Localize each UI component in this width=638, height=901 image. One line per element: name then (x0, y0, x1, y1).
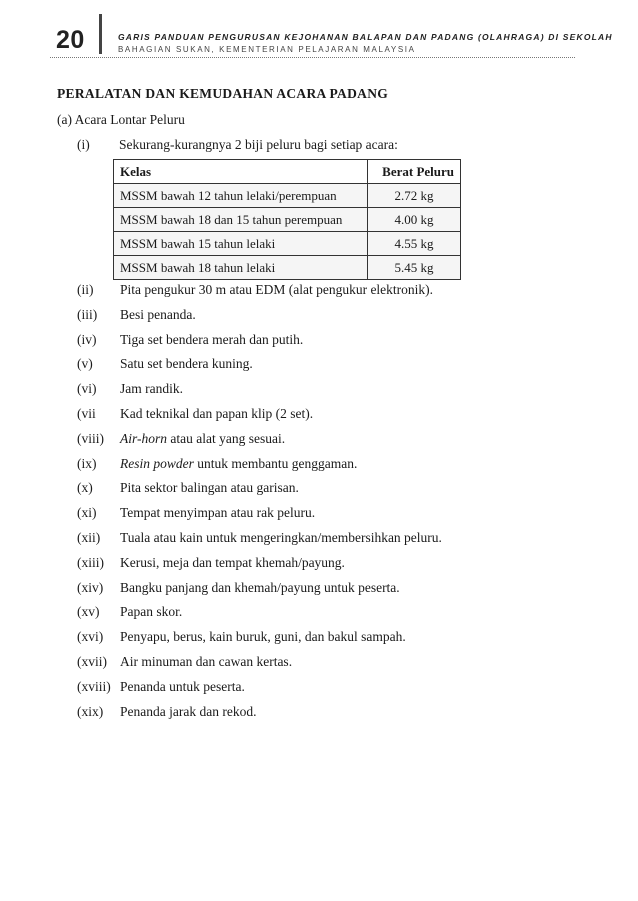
item-italic-text: Air-horn (120, 430, 167, 446)
section-title: PERALATAN DAN KEMUDAHAN ACARA PADANG (57, 86, 389, 101)
list-item (77, 505, 442, 530)
table-cell-berat: 2.72 kg (368, 184, 461, 208)
item-text: untuk membantu genggaman. (193, 455, 358, 471)
header-title: GARIS PANDUAN PENGURUSAN KEJOHANAN BALAPAN DAN PADANG (OLAHRAGA) DI SEKOLAH (118, 32, 613, 42)
item-italic-text: Resin powder (120, 455, 194, 471)
table-row (114, 256, 461, 280)
list-item (77, 704, 442, 729)
item-text: Kerusi, meja dan tempat khemah/payung. (120, 554, 345, 570)
item-text: Papan skor. (120, 604, 183, 620)
table-cell-kelas: MSSM bawah 18 dan 15 tahun perempuan (114, 208, 368, 232)
list-item (77, 629, 442, 654)
page-number: 20 (56, 26, 85, 54)
table-cell-kelas: MSSM bawah 15 tahun lelaki (114, 232, 368, 256)
item-text: Air minuman dan cawan kertas. (120, 653, 293, 669)
item-number: (xv) (77, 604, 100, 620)
item-number: (xvii) (77, 653, 107, 669)
table-cell-berat: 4.00 kg (368, 208, 461, 232)
list-item (77, 332, 442, 357)
header-divider-bar (99, 14, 102, 54)
item-text: atau alat yang sesuai. (166, 430, 286, 446)
item-number: (xiii) (77, 554, 104, 570)
item-text: Penanda jarak dan rekod. (120, 703, 257, 719)
item-text: Pita pengukur 30 m atau EDM (alat pengukur elektronik). (120, 282, 434, 297)
item-text: Tiga set bendera merah dan putih. (120, 331, 304, 347)
item-number: (xii) (77, 529, 101, 545)
equipment-list (77, 282, 442, 728)
item-text: Kad teknikal dan papan klip (2 set). (120, 405, 314, 421)
column-header-berat: Berat Peluru (368, 160, 461, 184)
item-number: (iii) (77, 306, 98, 322)
item-text: Sekurang-kurangnya 2 biji peluru bagi setiap acara: (119, 137, 398, 152)
list-item (77, 679, 442, 704)
item-text: Tempat menyimpan atau rak peluru. (120, 505, 316, 521)
list-item (77, 406, 442, 431)
header-dotted-rule (50, 57, 575, 58)
table-row (114, 184, 461, 208)
list-item (77, 580, 442, 605)
item-number: (xvi) (77, 629, 104, 645)
table-row (114, 208, 461, 232)
table-row (114, 232, 461, 256)
item-text: Besi penanda. (120, 306, 196, 322)
sub-heading: (a) Acara Lontar Peluru (57, 112, 185, 127)
table-cell-berat: 5.45 kg (368, 256, 461, 280)
item-text: Pita sektor balingan atau garisan. (120, 480, 299, 496)
item-number: (x) (77, 480, 93, 496)
shot-weight-table (113, 159, 461, 280)
list-item (77, 480, 442, 505)
item-text: Bangku panjang dan khemah/payung untuk peserta. (120, 579, 400, 595)
item-text: Jam randik. (120, 381, 183, 397)
list-item-first (77, 137, 398, 153)
list-item (77, 456, 442, 481)
item-text: Tuala atau kain untuk mengeringkan/membersihkan peluru. (120, 529, 442, 545)
header-subtitle: BAHAGIAN SUKAN, KEMENTERIAN PELAJARAN MALAYSIA (118, 45, 416, 54)
item-number: (i) (77, 137, 90, 152)
column-header-kelas: Kelas (114, 160, 368, 184)
list-item (77, 431, 442, 456)
item-number: (viii) (77, 430, 104, 446)
item-number: (ii) (77, 282, 94, 297)
item-number: (vii (77, 405, 96, 421)
list-item (77, 604, 442, 629)
list-item (77, 356, 442, 381)
item-number: (xviii) (77, 678, 111, 694)
list-item (77, 282, 442, 307)
list-item (77, 307, 442, 332)
table-cell-berat: 4.55 kg (368, 232, 461, 256)
item-text: Penanda untuk peserta. (120, 678, 245, 694)
item-number: (iv) (77, 331, 97, 347)
list-item (77, 654, 442, 679)
list-item (77, 555, 442, 580)
list-item (77, 530, 442, 555)
item-number: (vi) (77, 381, 97, 397)
item-number: (xix) (77, 703, 104, 719)
table-cell-kelas: MSSM bawah 12 tahun lelaki/perempuan (114, 184, 368, 208)
list-item (77, 381, 442, 406)
table-cell-kelas: MSSM bawah 18 tahun lelaki (114, 256, 368, 280)
table-header-row (114, 160, 461, 184)
page-header (0, 0, 638, 60)
item-text: Penyapu, berus, kain buruk, guni, dan bakul sampah. (120, 629, 406, 645)
item-number: (xiv) (77, 579, 104, 595)
item-number: (ix) (77, 455, 97, 471)
item-text: Satu set bendera kuning. (120, 356, 253, 372)
item-number: (xi) (77, 505, 97, 521)
item-number: (v) (77, 356, 93, 372)
